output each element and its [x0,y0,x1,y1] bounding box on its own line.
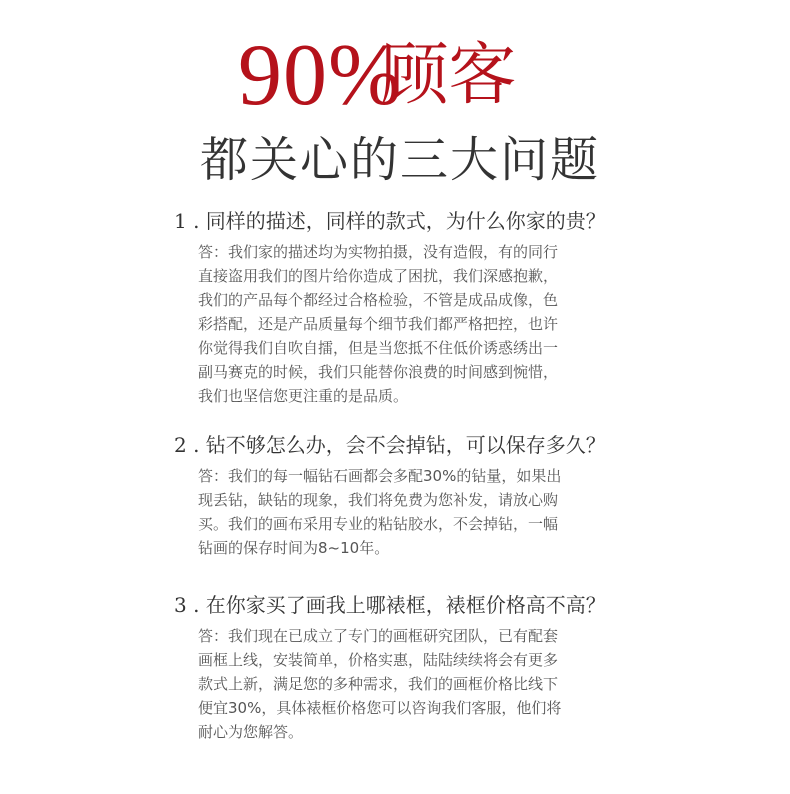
faq-answer-line: 便宜30%，具体裱框价格您可以咨询我们客服，他们将 [198,699,562,717]
faq-item-2 [174,430,634,560]
faq-answer [198,464,634,560]
headline [238,26,578,126]
faq-answer-line: 彩搭配，还是产品质量每个细节我们都严格把控，也许 [198,315,559,333]
faq-answer-line: 答：我们家的描述均为实物拍摄，没有造假，有的同行 [198,243,559,261]
headline-percent: 90% [238,27,403,124]
faq-answer-line: 款式上新，满足您的多种需求，我们的画框价格比线下 [198,675,559,693]
faq-question: 3 . 在你家买了画我上哪裱框，裱框价格高不高？ [174,593,606,617]
faq-answer-line: 钻画的保存时间为8~10年。 [198,539,390,557]
faq-question: 1 . 同样的描述，同样的款式，为什么你家的贵？ [174,209,606,233]
faq-answer-line: 副马赛克的时候，我们只能替你浪费的时间感到惋惜， [198,363,559,381]
faq-answer-line: 直接盗用我们的图片给你造成了困扰，我们深感抱歉， [198,267,559,285]
faq-answer-line: 买。我们的画布采用专业的粘钻胶水，不会掉钻，一幅 [198,515,559,533]
faq-question: 2 . 钻不够怎么办，会不会掉钻，可以保存多久？ [174,433,606,457]
faq-answer-line: 我们也坚信您更注重的是品质。 [198,387,409,405]
faq-item-1 [174,206,634,408]
faq-answer-line: 你觉得我们自吹自擂，但是当您抵不住低价诱惑绣出一 [198,339,559,357]
faq-answer-line: 我们的产品每个都经过合格检验，不管是成品成像，色 [198,291,559,309]
faq-answer-line: 画框上线，安装简单，价格实惠，陆陆续续将会有更多 [198,651,559,669]
page-title: 都关心的三大问题 [199,132,600,188]
headline-word: 顾客 [380,36,517,115]
faq-answer-line: 答：我们现在已成立了专门的画框研究团队，已有配套 [198,627,559,645]
faq-answer-line: 耐心为您解答。 [198,723,304,741]
faq-item-3 [174,590,634,744]
faq-answer [198,624,634,744]
faq-answer-line: 现丢钻，缺钻的现象，我们将免费为您补发，请放心购 [198,491,559,509]
faq-answer-line: 答：我们的每一幅钻石画都会多配30%的钻量，如果出 [198,467,562,485]
faq-answer [198,240,634,408]
